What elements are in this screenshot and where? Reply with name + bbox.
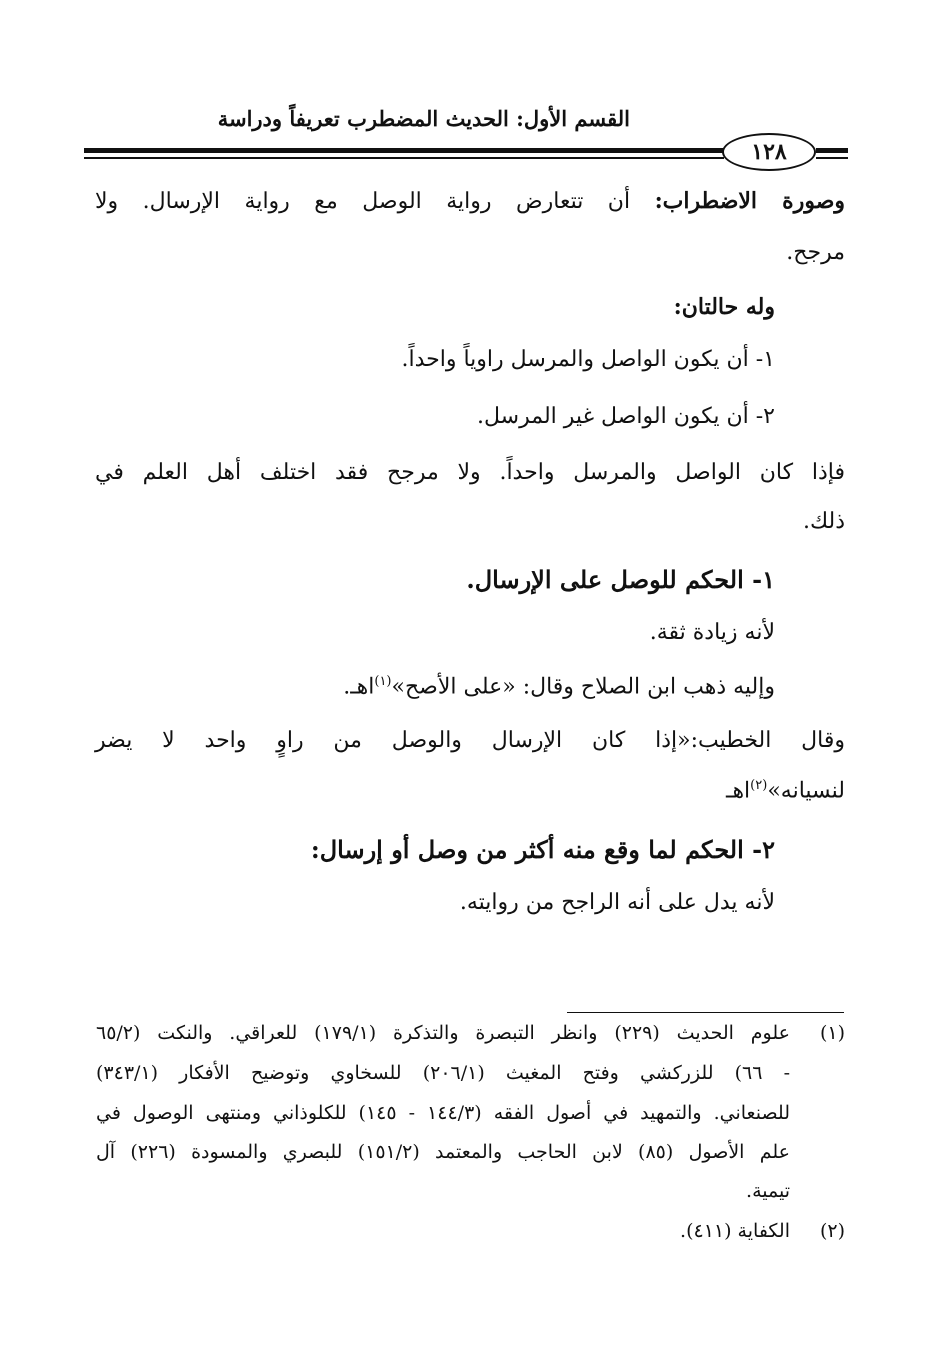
footnote-2-number: (٢) — [819, 1220, 845, 1242]
reason-1: لأنه زيادة ثقة. — [649, 620, 775, 645]
definition-label: وصورة الاضطراب: — [654, 188, 845, 214]
quote-khatib-line-1: وقال الخطيب:«إذا كان الإرسال والوصل من راوٍ واحد لا يضر — [95, 728, 845, 753]
quote-2-end: اهـ — [726, 778, 751, 804]
header-rule-thick — [84, 148, 724, 153]
paragraph-1-line-2: مرجح. — [786, 240, 845, 265]
subheading: وله حالتان: — [673, 294, 775, 320]
quote-2-text: لنسيانه» — [767, 778, 845, 804]
case-2: ٢- أن يكون الواصل غير المرسل. — [477, 404, 775, 429]
quote-1-end: اهـ. — [343, 674, 375, 700]
quote-1-text: وإليه ذهب ابن الصلاح وقال: «على الأصح» — [391, 674, 775, 700]
running-title: القسم الأول: الحديث المضطرب تعريفاً ودراسة — [217, 106, 630, 131]
footnote-1-line-5: تيمية. — [746, 1180, 790, 1202]
header-rule-tail-thin — [816, 157, 848, 159]
paragraph-2-line-2: ذلك. — [802, 509, 845, 534]
footnote-ref-2: (٢) — [750, 778, 768, 793]
footnote-1-line-2: - ٦٦) للزركشي وفتح المغيث (٢٠٦/١) للسخاوي وتوضيح الأفكار (٣٤٣/١) — [96, 1062, 790, 1084]
paragraph-2-line-1: فإذا كان الواصل والمرسل واحداً. ولا مرجح فقد اختلف أهل العلم في — [95, 460, 845, 485]
ruling-heading-1: ١- الحكم للوصل على الإرسال. — [466, 565, 775, 594]
footnote-1-number: (١) — [819, 1022, 845, 1044]
ruling-heading-2: ٢- الحكم لما وقع منه أكثر من وصل أو إرسال: — [310, 835, 775, 864]
page-number — [722, 133, 816, 171]
reason-2: لأنه يدل على أنه الراجح من روايته. — [459, 890, 775, 915]
case-1: ١- أن يكون الواصل والمرسل راوياً واحداً. — [401, 347, 775, 372]
quote-ibn-salah — [343, 674, 775, 701]
footnote-2-line-1: الكفاية (٤١١). — [680, 1220, 790, 1242]
footnote-1-line-1: علوم الحديث (٢٢٩) وانظر التبصرة والتذكرة (١٧٩/١) للعراقي. والنكت (٦٥/٢ — [96, 1022, 790, 1044]
footnote-separator — [567, 1012, 844, 1013]
definition-text: أن تتعارض رواية الوصل مع رواية الإرسال. ولا — [95, 189, 655, 214]
header-rule-thin — [84, 157, 724, 159]
paragraph-1-line-1 — [95, 188, 845, 215]
footnote-ref-1: (١) — [374, 674, 392, 689]
page-number-text: ١٢٨ — [751, 139, 787, 165]
header-rule-tail-thick — [816, 148, 848, 153]
footnote-1-line-3: للصنعاني. والتمهيد في أصول الفقه (١٤٤/٣ - ١٤٥) للكلوذاني ومنتهى الوصول في — [96, 1102, 791, 1124]
quote-khatib-line-2 — [726, 778, 845, 805]
footnote-1-line-4: علم الأصول (٨٥) لابن الحاجب والمعتمد (١٥١/٢) للبصري والمسودة (٢٢٦) آل — [96, 1141, 790, 1163]
